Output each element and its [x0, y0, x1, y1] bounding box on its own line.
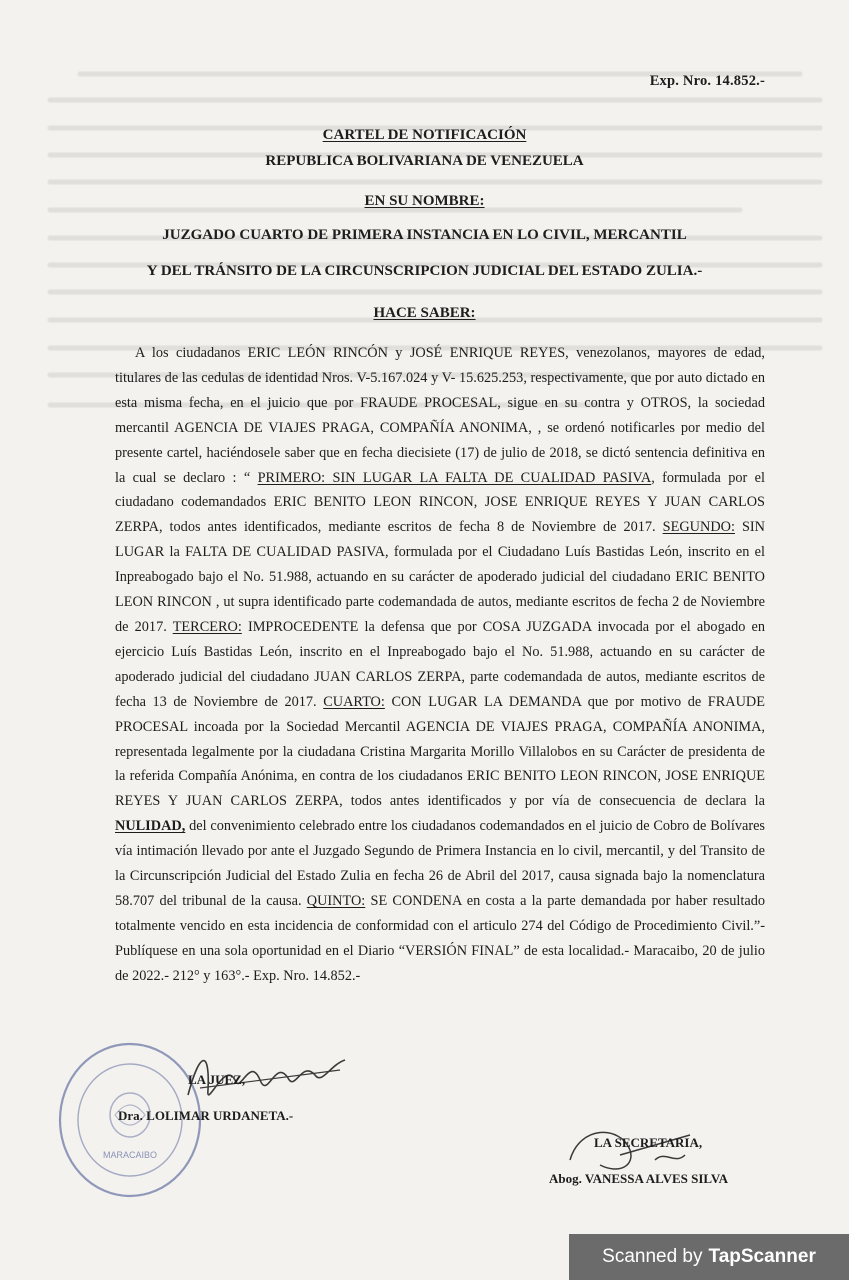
body-primero: , formulada por el ciudadano codemandados ERIC BENITO LEON RINCON, JOSE ENRIQUE REYES Y JUAN CARLOS ZERPA, todos antes identificados, mediante escritos de fecha 8 de Noviembre de 2017.: [115, 469, 765, 536]
hace-saber-heading: HACE SABER:: [373, 305, 476, 321]
body-cuarto: CON LUGAR LA DEMANDA que por motivo de FRAUDE PROCESAL incoada por la Sociedad Mercantil AGENCIA DE VIAJES PRAGA, COMPAÑÍA ANONIMA, representada legalmente por la ciudadana Cristina Margarita Morillo Villalobos en su Carácter de presidenta de la referida Compañía Anónima, en contra de los ciudadanos ERIC BENITO LEON RINCON, JOSE ENRIQUE REYES Y JUAN CARLOS ZERPA, todos antes identificados y por vía de consecuencia de declara la: [115, 693, 765, 810]
judge-name: Dra. LOLIMAR URDANETA.-: [118, 1108, 294, 1123]
nulidad-label: NULIDAD,: [115, 818, 186, 835]
expedient-number: Exp. Nro. 14.852.-: [649, 73, 765, 89]
primero-label: PRIMERO: SIN LUGAR LA FALTA DE CUALIDAD PASIVA: [257, 469, 652, 486]
scanner-watermark: [569, 1234, 849, 1280]
quinto-label: QUINTO:: [306, 892, 366, 909]
judge-signature-block: [118, 1062, 293, 1134]
republic-heading: REPUBLICA BOLIVARIANA DE VENEZUELA: [265, 153, 584, 169]
document-title: CARTEL DE NOTIFICACIÓN: [322, 127, 527, 143]
en-su-nombre-heading: EN SU NOMBRE:: [364, 193, 485, 209]
segundo-label: SEGUNDO:: [662, 519, 735, 536]
court-name-line1: JUZGADO CUARTO DE PRIMERA INSTANCIA EN LO CIVIL, MERCANTIL: [162, 227, 687, 243]
secretary-name: Abog. VANESSA ALVES SILVA: [549, 1171, 728, 1186]
body-tercero: IMPROCEDENTE la defensa que por COSA JUZGADA invocada por el abogado en ejercicio Luís Bastidas León, inscrito en el Inpreabogado bajo el No. 51.988, actuando en su carácter de apoderado judicial del ciudadano JUAN CARLOS ZERPA, parte codemandada de autos, mediante escritos de fecha 13 de Noviembre de 2017.: [115, 618, 765, 710]
notice-body: [115, 341, 765, 989]
secretary-signature-block: [549, 1125, 728, 1197]
judge-title: LA JUEZ,: [188, 1072, 246, 1087]
body-quinto: SE CONDENA en costa a la parte demandada por haber resultado totalmente vencido en esta incidencia de conformidad con el articulo 274 del Código de Procedimiento Civil.”- Publíquese en una sola oportunidad en el Diario “VERSIÓN FINAL” de esta localidad.- Maracaibo, 20 de julio de 2022.- 212° y 163°.- Exp. Nro. 14.852.-: [115, 892, 765, 984]
scanner-brand: TapScanner: [708, 1246, 816, 1267]
secretary-title: LA SECRETARIA,: [594, 1135, 703, 1150]
stamp-city-text: MARACAIBO: [102, 1150, 158, 1160]
court-name-line2: Y DEL TRÁNSITO DE LA CIRCUNSCRIPCION JUDICIAL DEL ESTADO ZULIA.-: [146, 263, 703, 279]
scanned-by-text: Scanned by: [602, 1246, 703, 1267]
body-segundo: SIN LUGAR la FALTA DE CUALIDAD PASIVA, formulada por el Ciudadano Luís Bastidas León, inscrito en el Inpreabogado bajo el No. 51.988, actuando en su carácter de apoderado judicial del ciudadano ERIC BENITO LEON RINCON , ut supra identificado parte codemandada de autos, mediante escritos de fecha 2 de Noviembre de 2017.: [115, 519, 765, 635]
cuarto-label: CUARTO:: [323, 693, 385, 710]
tercero-label: TERCERO:: [172, 618, 242, 635]
body-nulidad: del convenimiento celebrado entre los ciudadanos codemandados en el juicio de Cobro de Bolívares vía intimación llevado por ante el Juzgado Segundo de Primera Instancia en lo civil, mercantil, y del Transito de la Circunscripción Judicial del Estado Zulia en fecha 26 de Abril del 2017, causa signada bajo la nomenclatura 58.707 del tribunal de la causa.: [115, 818, 765, 909]
body-intro: A los ciudadanos ERIC LEÓN RINCÓN y JOSÉ ENRIQUE REYES, venezolanos, mayores de edad, titulares de las cedulas de identidad Nros. V-5.167.024 y V- 15.625.253, respectivamente, que por auto dictado en esta misma fecha, en el juicio que por FRAUDE PROCESAL, sigue en su contra y OTROS, la sociedad mercantil AGENCIA DE VIAJES PRAGA, COMPAÑÍA ANONIMA, , se ordenó notificarles por medio del presente cartel, haciéndosele saber que en fecha diecisiete (17) de julio de 2018, se dictó sentencia definitiva en la cual se declaro : “: [115, 345, 765, 486]
